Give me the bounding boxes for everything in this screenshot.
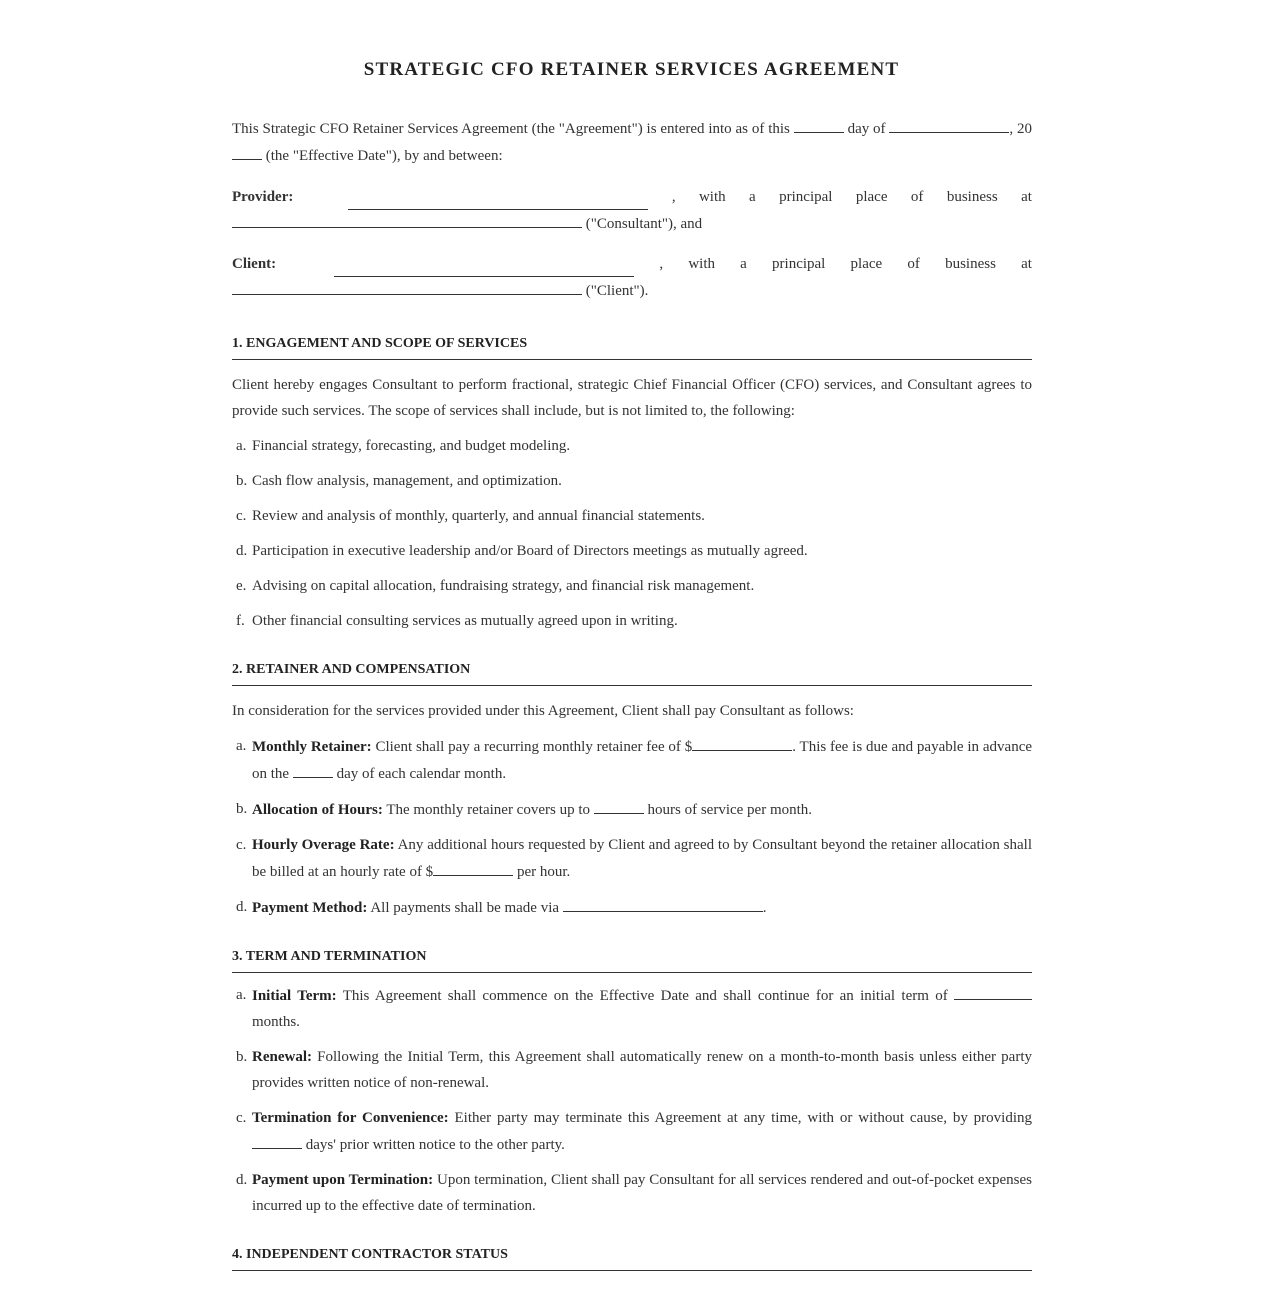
notice-days-blank[interactable] — [252, 1131, 302, 1149]
compensation-list — [232, 733, 1032, 921]
party-word: place — [850, 256, 883, 272]
party-word: with — [688, 256, 715, 272]
payment-method-blank[interactable] — [563, 894, 763, 912]
party-word: of — [910, 189, 924, 205]
clause-text: Client shall pay a recurring monthly retainer fee of $ — [375, 739, 693, 755]
intro-text: , 20 — [1009, 121, 1032, 137]
section-heading: 2. RETAINER AND COMPENSATION — [232, 660, 1032, 686]
term-label: Renewal: — [252, 1049, 312, 1065]
client-block — [232, 251, 1032, 304]
clause-text: hours of service per month. — [647, 802, 813, 818]
clause-text: Upon termination, Client shall pay Consultant for all services rendered and out-of-pocket expenses incurred up to the effective date of termination. — [252, 1172, 1033, 1214]
party-word: business — [946, 189, 998, 205]
retainer-fee-blank[interactable] — [692, 733, 792, 751]
provider-address-line — [232, 210, 1032, 237]
document-title: STRATEGIC CFO RETAINER SERVICES AGREEMENT — [363, 59, 900, 80]
client-address-blank[interactable] — [232, 277, 582, 295]
section-heading: 3. TERM AND TERMINATION — [232, 947, 1032, 973]
clause-text: per hour. — [516, 864, 571, 880]
client-name-blank[interactable] — [334, 259, 634, 277]
clause-text: The monthly retainer covers up to — [386, 802, 590, 818]
initial-term-blank[interactable] — [954, 982, 1032, 1000]
scope-list — [232, 433, 1032, 634]
list-marker: b. — [236, 473, 248, 489]
list-item — [232, 1167, 1032, 1219]
term-list — [232, 982, 1032, 1219]
list-item — [232, 538, 1032, 564]
list-item — [232, 1105, 1032, 1158]
term-label: Monthly Retainer: — [252, 739, 372, 755]
list-marker: f. — [236, 613, 245, 629]
document-body — [232, 115, 1032, 1283]
provider-label: Provider: — [232, 189, 294, 205]
intro-text: (the "Effective Date"), by and between: — [265, 148, 503, 164]
due-day-blank[interactable] — [293, 760, 333, 778]
list-item-text: Participation in executive leadership and/or Board of Directors meetings as mutually agreed. — [252, 543, 808, 559]
list-item-text: Advising on capital allocation, fundraising strategy, and financial risk management. — [252, 578, 755, 594]
list-item — [232, 573, 1032, 599]
list-marker: c. — [236, 837, 247, 853]
term-label: Hourly Overage Rate: — [252, 837, 395, 853]
client-label: Client: — [232, 256, 277, 272]
intro-text: day of — [847, 121, 886, 137]
term-label: Initial Term: — [252, 988, 337, 1004]
party-word: at — [1021, 189, 1032, 205]
list-item-text: Other financial consulting services as mutually agreed upon in writing. — [252, 613, 678, 629]
section-heading: 1. ENGAGEMENT AND SCOPE OF SERVICES — [232, 334, 1032, 360]
party-word: at — [1021, 256, 1032, 272]
clause-text: Any additional hours requested by Client and agreed to by Consultant beyond the retainer allocation shall be billed at an hourly rate of $ — [252, 837, 1032, 880]
provider-comma: , — [671, 189, 676, 205]
list-marker: b. — [236, 1049, 248, 1065]
list-item — [232, 982, 1032, 1035]
party-word: principal — [779, 189, 833, 205]
party-word: business — [945, 256, 996, 272]
list-item — [232, 796, 1032, 823]
client-address-line — [232, 277, 1032, 304]
list-item — [232, 468, 1032, 494]
clause-text: All payments shall be made via — [370, 900, 560, 916]
month-blank[interactable] — [889, 115, 1009, 133]
clause-text: day of each calendar month. — [336, 766, 507, 782]
clause-text: Following the Initial Term, this Agreement shall automatically renew on a month-to-month basis unless either party provides written notice of non-renewal. — [252, 1049, 1033, 1091]
intro-text: This Strategic CFO Retainer Services Agreement (the "Agreement") is entered into as of this — [232, 121, 790, 137]
list-marker: a. — [236, 987, 247, 1003]
list-item-text: Review and analysis of monthly, quarterly, and annual financial statements. — [252, 508, 705, 524]
list-item — [232, 503, 1032, 529]
list-marker: d. — [236, 543, 248, 559]
clause-text: This Agreement shall commence on the Effective Date and shall continue for an initial term of — [342, 988, 948, 1004]
clause-text: . — [762, 900, 767, 916]
party-word: of — [907, 256, 920, 272]
hours-blank[interactable] — [594, 796, 644, 814]
list-marker: a. — [236, 738, 247, 754]
party-word: principal — [772, 256, 826, 272]
provider-block — [232, 184, 1032, 237]
section-body: In consideration for the services provided under this Agreement, Client shall pay Consultant as follows: — [232, 703, 854, 719]
term-label: Termination for Convenience: — [252, 1110, 449, 1126]
section-body: Client hereby engages Consultant to perform fractional, strategic Chief Financial Officer (CFO) services, and Consultant agrees to provide such services. The scope of services shall include, but is not limited to, the following: — [232, 377, 1032, 419]
day-blank[interactable] — [794, 115, 844, 133]
list-item — [232, 1044, 1032, 1096]
party-word: place — [855, 189, 888, 205]
term-label: Allocation of Hours: — [252, 802, 383, 818]
list-item-text: Cash flow analysis, management, and optimization. — [252, 473, 562, 489]
provider-address-blank[interactable] — [232, 210, 582, 228]
list-marker: e. — [236, 578, 247, 594]
list-marker: d. — [236, 1172, 248, 1188]
provider-name-blank[interactable] — [348, 192, 648, 210]
list-marker: a. — [236, 438, 247, 454]
intro-paragraph — [232, 115, 1032, 169]
party-word: with — [698, 189, 726, 205]
clause-text: Either party may terminate this Agreement at any time, with or without cause, by providing — [454, 1110, 1032, 1126]
client-comma: , — [659, 256, 664, 272]
section-heading: 4. INDEPENDENT CONTRACTOR STATUS — [232, 1245, 1032, 1271]
term-label: Payment Method: — [252, 900, 368, 916]
list-item-text: Financial strategy, forecasting, and budget modeling. — [252, 438, 571, 454]
list-marker: c. — [236, 508, 247, 524]
clause-text: months. — [252, 1014, 300, 1030]
list-item — [232, 832, 1032, 885]
hourly-rate-blank[interactable] — [433, 858, 513, 876]
list-item — [232, 733, 1032, 787]
list-item — [232, 433, 1032, 459]
list-item — [232, 894, 1032, 921]
client-tail: ("Client"). — [585, 283, 649, 299]
client-line — [232, 251, 1032, 277]
list-marker: c. — [236, 1110, 247, 1126]
provider-tail: ("Consultant"), and — [585, 216, 703, 232]
list-marker: b. — [236, 801, 248, 817]
party-word: a — [740, 256, 747, 272]
term-label: Payment upon Termination: — [252, 1172, 434, 1188]
clause-text: days' prior written notice to the other party. — [305, 1137, 565, 1153]
provider-line — [232, 184, 1032, 210]
clause-text: . This fee is due and payable in advance on the — [252, 739, 1033, 782]
party-word: a — [749, 189, 756, 205]
list-marker: d. — [236, 899, 248, 915]
list-item — [232, 608, 1032, 634]
year-blank[interactable] — [232, 142, 262, 160]
